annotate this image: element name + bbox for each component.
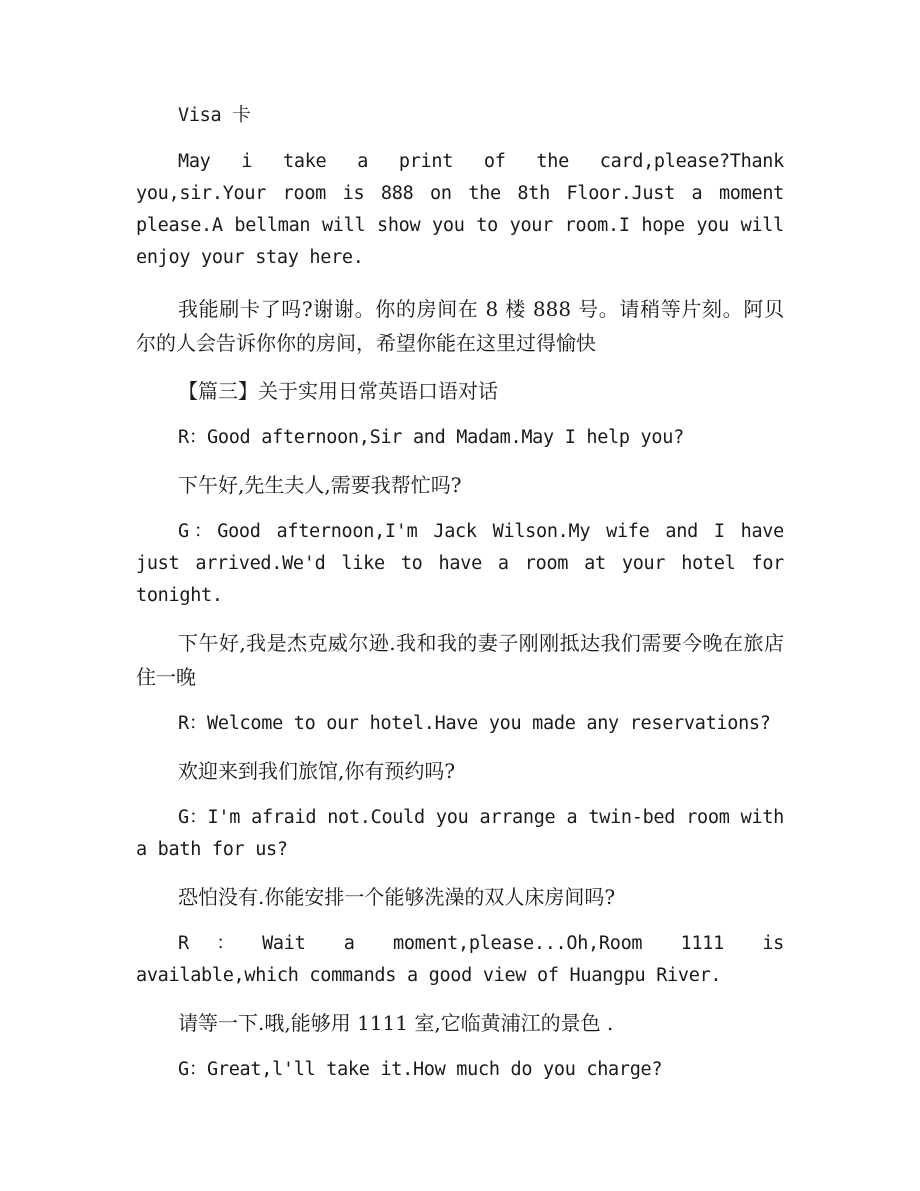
dialogue-translation: 恐怕没有.你能安排一个能够洗澡的双人床房间吗? (178, 885, 616, 909)
dialogue-line: G：Good afternoon,I'm Jack Wilson.My wife and I have just arrived.We'd like to have a room at your hotel for tonight. (136, 521, 784, 606)
paragraph-card-print: May i take a print of the card,please?Thank you,sir.Your room is 888 on the 8th Floor.Just a moment please.A bellman will show you to your room.I hope you will enjoy your stay here. (136, 151, 784, 268)
dialogue-line: R：Wait a moment,please...Oh,Room 1111 is available,which commands a good view of Huangpu River. (136, 933, 784, 986)
dialogue-translation: 下午好,先生夫人,需要我帮忙吗? (178, 473, 462, 497)
document-page (136, 100, 784, 1100)
dialogue-line: R：Good afternoon,Sir and Madam.May I help you? (178, 427, 684, 448)
dialogue-translation: 下午好,我是杰克威尔逊.我和我的妻子刚刚抵达我们需要今晚在旅店住一晚 (136, 631, 784, 689)
dialogue-translation: 请等一下.哦,能够用 1111 室,它临黄浦江的景色 . (178, 1011, 614, 1035)
section-heading: 【篇三】关于实用日常英语口语对话 (178, 379, 498, 403)
dialogue-line: G：Great,l'll take it.How much do you charge? (178, 1059, 663, 1080)
dialogue-translation: 欢迎来到我们旅馆,你有预约吗? (178, 759, 456, 783)
paragraph-card-print-translation: 我能刷卡了吗?谢谢。你的房间在 8 楼 888 号。请稍等片刻。阿贝尔的人会告诉你你的房间，希望你能在这里过得愉快 (136, 297, 784, 355)
dialogue-line: R：Welcome to our hotel.Have you made any reservations? (178, 713, 771, 734)
paragraph-visa-card: Visa 卡 (178, 105, 251, 126)
dialogue-line: G：I'm afraid not.Could you arrange a twin-bed room with a bath for us? (136, 807, 784, 860)
